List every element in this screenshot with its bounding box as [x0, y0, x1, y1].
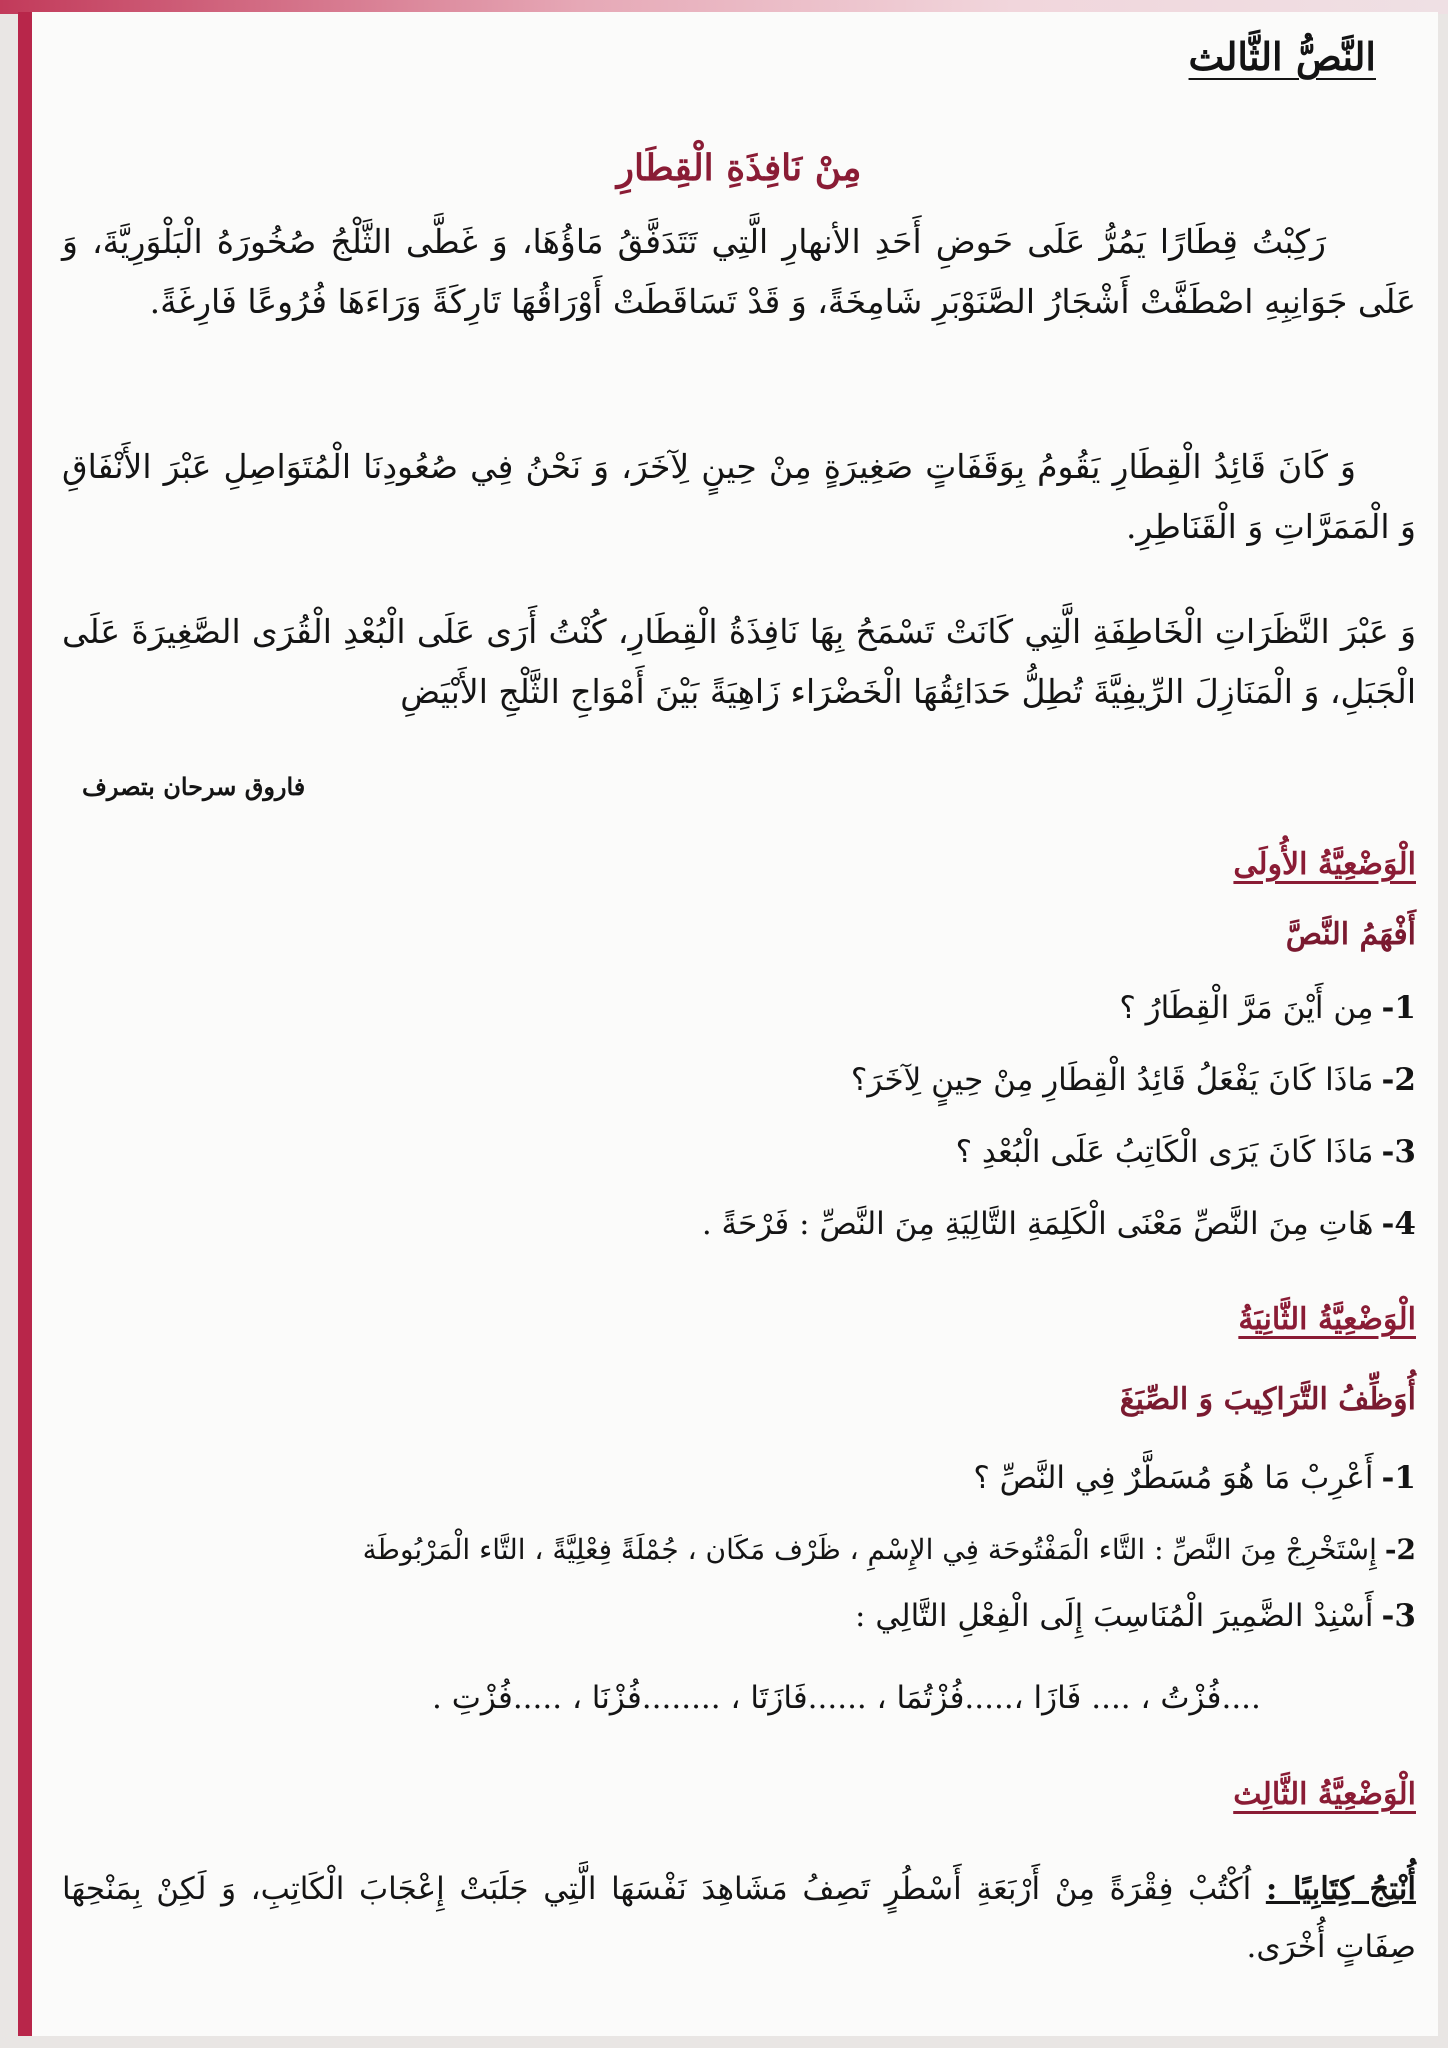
question-item — [62, 1514, 1416, 1586]
question-text: مِن أَيْنَ مَرَّ الْقِطَارُ ؟ — [1119, 990, 1374, 1026]
question-number: 4- — [1381, 1206, 1416, 1242]
question-number: 2- — [1384, 1533, 1416, 1566]
section-1-subtitle: أَفْهَمُ النَّصَّ — [1285, 917, 1416, 952]
question-text: هَاتِ مِنَ النَّصِّ مَعْنَى الْكَلِمَةِ التَّالِيَةِ مِنَ النَّصِّ : فَرْحَةً . — [701, 1206, 1374, 1242]
question-text: إِسْتَخْرِجْ مِنَ النَّصِّ : التَّاء الْمَفْتُوحَة فِي الإِسْمِ ، ظَرْف مَكَان ، جُمْلَةً فِعْلِيَّةً ، التَّاء الْمَرْبُوطَة — [362, 1533, 1377, 1566]
question-item — [62, 972, 1416, 1044]
question-text: أَسْنِدْ الضَّمِيرَ الْمُنَاسِبَ إِلَى الْفِعْلِ التَّالِي : — [855, 1598, 1374, 1634]
writing-task — [62, 1860, 1416, 1976]
question-text: مَاذَا كَانَ يَرَى الْكَاتِبُ عَلَى الْبُعْدِ ؟ — [955, 1134, 1374, 1170]
section-2-questions — [62, 1442, 1416, 1646]
page-content — [62, 12, 1416, 2036]
question-item — [62, 1044, 1416, 1116]
author-credit: فاروق سرحان بتصرف — [82, 772, 306, 801]
section-2-title: الْوَضْعِيَّةُ الثَّانِيَةُ — [1238, 1302, 1416, 1337]
section-2-subtitle: أُوَظِّفُ التَّرَاكِيبَ وَ الصِّيَغَ — [1119, 1382, 1416, 1417]
writing-task-label: أُنْتِجُ كِتَابِيًا : — [1265, 1871, 1417, 1907]
question-text: أَعْرِبْ مَا هُوَ مُسَطَّرٌ فِي النَّصِّ ؟ — [973, 1460, 1374, 1496]
part-title: النَّصُّ الثَّالث — [1188, 34, 1376, 79]
question-item — [62, 1586, 1416, 1646]
paragraph-1: رَكِبْتُ قِطَارًا يَمُرُّ عَلَى حَوضِ أَحَدِ الأنهارِ الَّتِي تَتَدَفَّقُ مَاؤُهَا، وَ غَطَّى الثَّلْجُ صُخُورَهُ الْبَلْوَرِيَّةَ، وَ عَلَى جَوَانِبِهِ اصْطَفَّتْ أَشْجَارُ الصَّنَوْبَرِ شَامِخَةً، وَ قَدْ تَسَاقَطَتْ أَوْرَاقُهَا تَارِكَةً وَرَاءَهَا فُرُوعًا فَارِغَةً. — [62, 222, 1416, 321]
worksheet-page — [18, 12, 1438, 2036]
writing-task-text: اُكْتُبْ فِقْرَةً مِنْ أَرْبَعَةِ أَسْطُرٍ تَصِفُ مَشَاهِدَ نَفْسَهَا الَّتِي جَلَبَتْ إِعْجَابَ الْكَاتِبِ، وَ لَكِنْ بِمَنْحِهَا صِفَاتٍ أُخْرَى. — [62, 1871, 1416, 1965]
section-3-title: الْوَضْعِيَّةُ الثَّالِث — [1233, 1777, 1416, 1812]
section-1-title: الْوَضْعِيَّةُ الأُولَى — [1233, 847, 1416, 882]
conjugation-exercise: ....فُزْتُ ، .... فَازَا ،.....فُزْتُمَا ، ......فَازَتَا ، ........فُزْنَا ، .....فُزْتِ . — [432, 1680, 1261, 1716]
text-title: مِنْ نَافِذَةِ الْقِطَارِ — [616, 147, 862, 189]
question-number: 1- — [1381, 990, 1416, 1026]
paragraph-3: وَ عَبْرَ النَّظَرَاتِ الْخَاطِفَةِ الَّتِي كَانَتْ تَسْمَحُ بِهَا نَافِذَةُ الْقِطَارِ، كُنْتُ أَرَى عَلَى الْبُعْدِ الْقُرَى الصَّغِيرَةَ عَلَى الْجَبَلِ، وَ الْمَنَازِلَ الرِّيفِيَّةَ تُطِلُّ حَدَائِقُهَا الْخَضْرَاء زَاهِيَةً بَيْنَ أَمْوَاجِ الثَّلْجِ الأَبْيَضِ — [62, 612, 1416, 711]
question-number: 3- — [1381, 1598, 1416, 1634]
section-1-questions — [62, 972, 1416, 1260]
paragraph-2: وَ كَانَ قَائِدُ الْقِطَارِ يَقُومُ بِوَقَفَاتٍ صَغِيرَةٍ مِنْ حِينٍ لِآخَرَ، وَ نَحْنُ فِي صُعُودِنَا الْمُتَوَاصِلِ عَبْرَ الأَنْفَاقِ وَ الْمَمَرَّاتِ وَ الْقَنَاطِرِ. — [62, 447, 1416, 546]
question-item — [62, 1442, 1416, 1514]
question-item — [62, 1116, 1416, 1188]
question-text: مَاذَا كَانَ يَفْعَلُ قَائِدُ الْقِطَارِ مِنْ حِينٍ لِآخَرَ؟ — [850, 1062, 1374, 1098]
question-number: 1- — [1381, 1460, 1416, 1496]
question-number: 3- — [1381, 1134, 1416, 1170]
question-item — [62, 1188, 1416, 1260]
question-number: 2- — [1381, 1062, 1416, 1098]
